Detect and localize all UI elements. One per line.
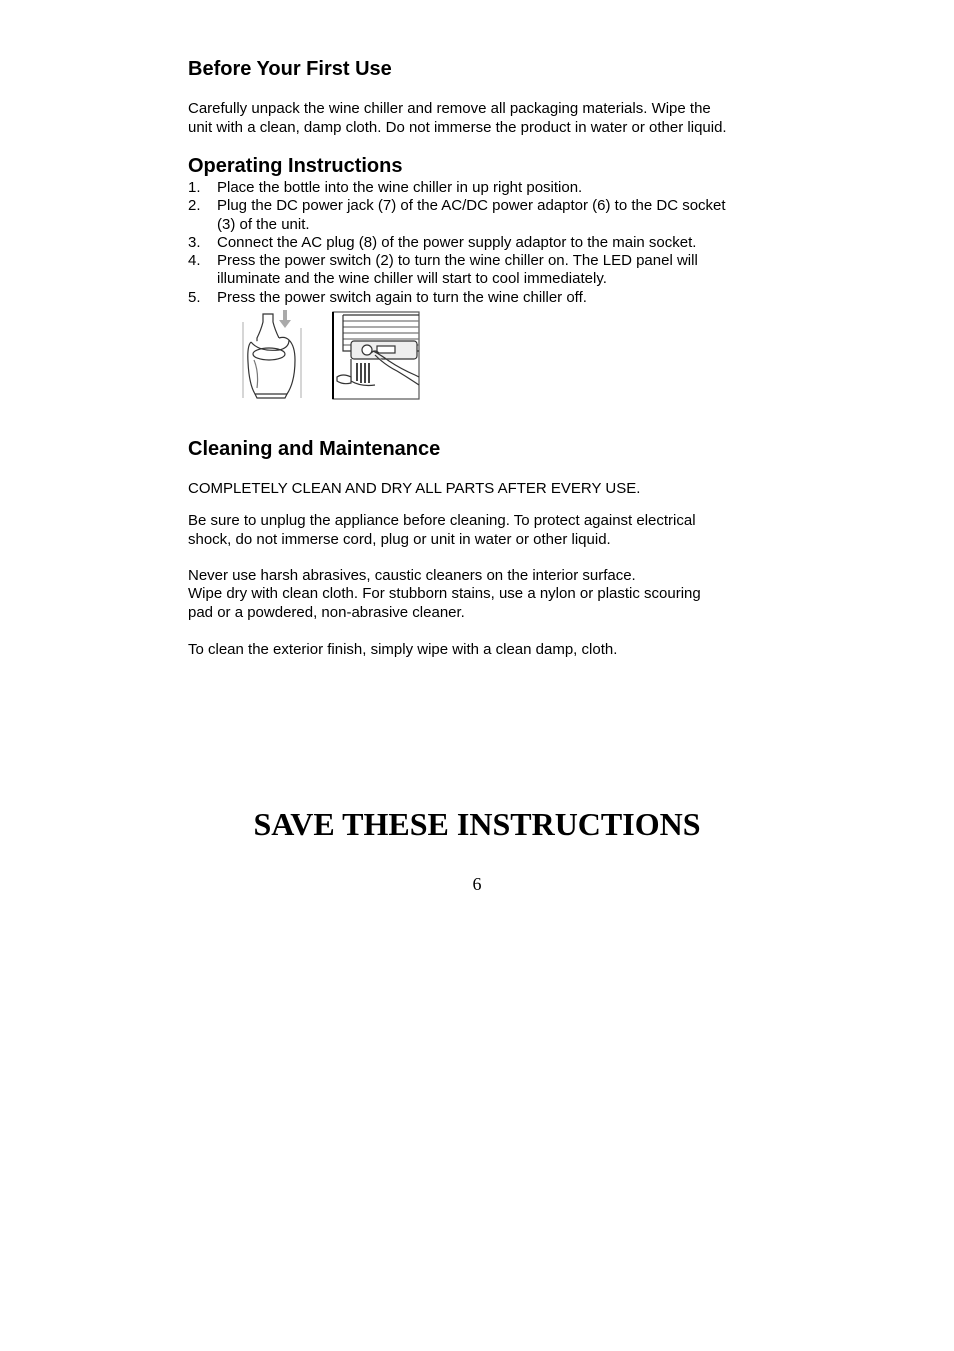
text-line: To clean the exterior finish, simply wipe with a clean damp, cloth. [188,641,618,658]
text-line: Be sure to unplug the appliance before cleaning. To protect against electrical [188,512,696,529]
wine-chiller-bottle-illustration [239,308,305,402]
cleaning-paragraph-exterior [188,640,788,659]
list-item [188,234,788,252]
text-line: pad or a powdered, non-abrasive cleaner. [188,603,465,621]
text-line: unit with a clean, damp cloth. Do not immerse the product in water or other liquid. [188,119,727,136]
step-number: 3. [188,233,201,251]
step-number: 5. [188,288,201,306]
cleaning-caps-notice [188,479,788,498]
text-line: Never use harsh abrasives, caustic cleaners on the interior surface. [188,567,636,584]
heading-before-first-use: Before Your First Use [188,58,392,80]
list-item [188,289,788,307]
operating-steps-list [188,179,788,307]
heading-operating-instructions: Operating Instructions [188,155,403,177]
save-instructions-banner: SAVE THESE INSTRUCTIONS [253,806,701,842]
step-text: Press the power switch again to turn the wine chiller off. [217,288,587,306]
list-item [188,252,788,289]
step-text: Connect the AC plug (8) of the power supply adaptor to the main socket. [217,233,697,251]
list-item [188,197,788,234]
power-switch-illustration [331,311,421,401]
text-line: COMPLETELY CLEAN AND DRY ALL PARTS AFTER EVERY USE. [188,480,641,497]
step-text: (3) of the unit. [217,215,310,233]
step-text: Place the bottle into the wine chiller in up right position. [217,179,583,196]
page-number: 6 [472,874,482,894]
list-item [188,179,788,197]
text-line: Wipe dry with clean cloth. For stubborn stains, use a nylon or plastic scouring [188,585,701,603]
step-text: illuminate and the wine chiller will start to cool immediately. [217,270,607,288]
cleaning-paragraph-unplug [188,511,788,549]
text-line: shock, do not immerse cord, plug or unit in water or other liquid. [188,531,611,548]
step-number: 4. [188,252,201,270]
step-text: Press the power switch (2) to turn the wine chiller on. The LED panel will [217,252,698,270]
heading-cleaning-maintenance: Cleaning and Maintenance [188,438,441,460]
first-use-paragraph [188,99,788,137]
step-number: 2. [188,197,201,215]
step-number: 1. [188,179,201,196]
down-arrow-icon [279,310,291,328]
text-line: Carefully unpack the wine chiller and remove all packaging materials. Wipe the [188,100,711,117]
step-text: Plug the DC power jack (7) of the AC/DC power adaptor (6) to the DC socket [217,197,726,215]
cleaning-paragraph-abrasives [188,567,788,622]
